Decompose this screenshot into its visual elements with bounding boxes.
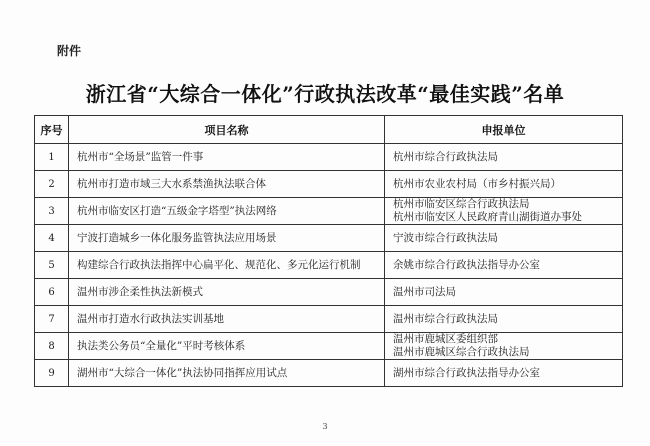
header-project-name: 项目名称 xyxy=(69,116,385,144)
table-row xyxy=(35,360,623,387)
row-project-name: 执法类公务员“全量化”平时考核体系 xyxy=(69,333,385,360)
row-serial-number: 9 xyxy=(35,360,69,387)
row-applicant-unit xyxy=(385,198,623,225)
applicant-unit-line: 湖州市综合行政执法指导办公室 xyxy=(393,366,540,379)
row-project-name: 杭州市“全场景”监管一件事 xyxy=(69,144,385,171)
header-serial-number: 序号 xyxy=(35,116,69,144)
page-number: 3 xyxy=(322,422,328,431)
table-row xyxy=(35,252,623,279)
header-applicant-unit: 申报单位 xyxy=(385,116,623,144)
row-serial-number: 5 xyxy=(35,252,69,279)
row-applicant-unit xyxy=(385,252,623,279)
applicant-unit-line: 杭州市农业农村局（市乡村振兴局） xyxy=(393,177,561,190)
row-serial-number: 6 xyxy=(35,279,69,306)
row-serial-number: 4 xyxy=(35,225,69,252)
row-project-name: 温州市打造水行政执法实训基地 xyxy=(69,306,385,333)
table-row xyxy=(35,198,623,225)
table-header-row xyxy=(35,116,623,144)
table-row xyxy=(35,225,623,252)
row-applicant-unit xyxy=(385,225,623,252)
row-applicant-unit xyxy=(385,360,623,387)
table-row xyxy=(35,144,623,171)
row-applicant-unit xyxy=(385,306,623,333)
best-practice-table xyxy=(34,115,623,387)
applicant-unit-line: 温州市鹿城区综合行政执法局 xyxy=(393,346,530,358)
table-row xyxy=(35,333,623,360)
applicant-unit-line: 温州市司法局 xyxy=(393,285,456,298)
applicant-unit-line: 余姚市综合行政执法指导办公室 xyxy=(393,258,540,271)
table-body xyxy=(35,144,623,387)
row-project-name: 湖州市“大综合一体化”执法协同指挥应用试点 xyxy=(69,360,385,387)
row-project-name: 宁波打造城乡一体化服务监管执法应用场景 xyxy=(69,225,385,252)
table-row xyxy=(35,306,623,333)
row-project-name: 温州市涉企柔性执法新模式 xyxy=(69,279,385,306)
row-applicant-unit xyxy=(385,171,623,198)
row-serial-number: 7 xyxy=(35,306,69,333)
table-row xyxy=(35,171,623,198)
row-serial-number: 3 xyxy=(35,198,69,225)
table-row xyxy=(35,279,623,306)
row-project-name: 杭州市打造市域三大水系禁渔执法联合体 xyxy=(69,171,385,198)
applicant-unit-line: 杭州市临安区综合行政执法局 xyxy=(393,198,530,210)
row-serial-number: 1 xyxy=(35,144,69,171)
row-project-name: 杭州市临安区打造“五级金字塔型”执法网络 xyxy=(69,198,385,225)
applicant-unit-line: 杭州市综合行政执法局 xyxy=(393,150,498,163)
applicant-unit-line: 杭州市临安区人民政府青山湖街道办事处 xyxy=(393,211,582,223)
applicant-unit-line: 温州市综合行政执法局 xyxy=(393,312,498,325)
row-serial-number: 2 xyxy=(35,171,69,198)
row-applicant-unit xyxy=(385,279,623,306)
attachment-label: 附件 xyxy=(57,44,82,58)
applicant-unit-line: 宁波市综合行政执法局 xyxy=(393,231,498,244)
applicant-unit-line: 温州市鹿城区委组织部 xyxy=(393,333,498,345)
row-serial-number: 8 xyxy=(35,333,69,360)
document-title: 浙江省“大综合一体化”行政执法改革“最佳实践”名单 xyxy=(85,82,565,106)
row-project-name: 构建综合行政执法指挥中心扁平化、规范化、多元化运行机制 xyxy=(69,252,385,279)
row-applicant-unit xyxy=(385,144,623,171)
row-applicant-unit xyxy=(385,333,623,360)
